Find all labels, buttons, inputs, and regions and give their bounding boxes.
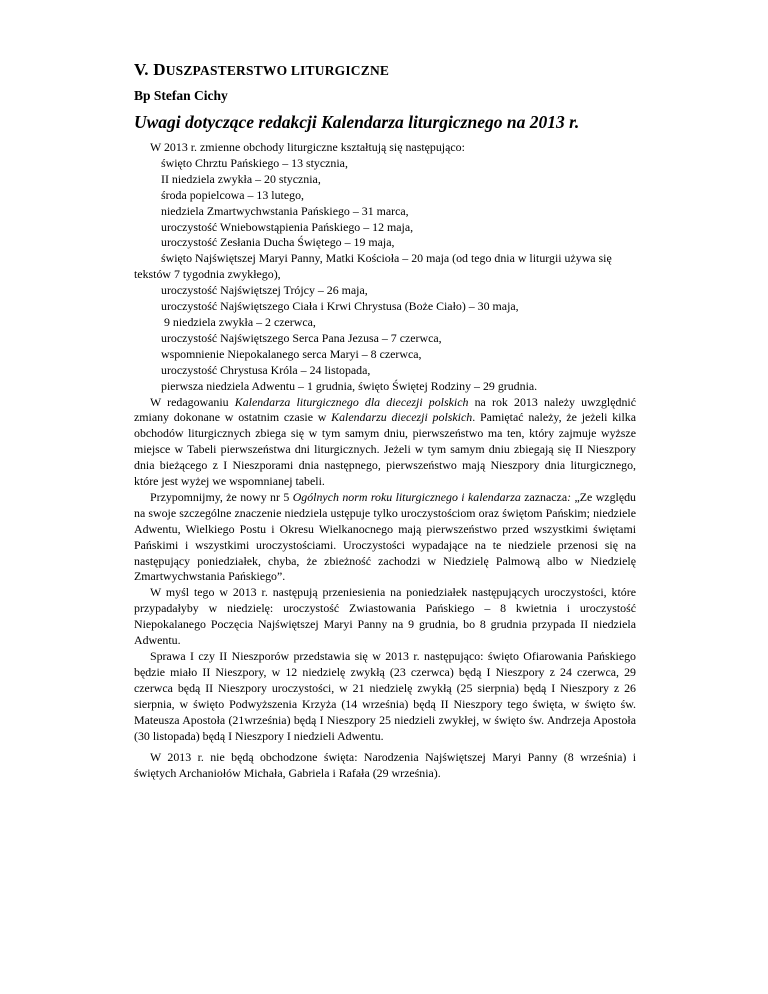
- list-item: II niedziela zwykła – 20 stycznia,: [161, 171, 321, 186]
- intro-paragraph: W 2013 r. zmienne obchody liturgiczne kształtują się następująco:: [150, 140, 465, 154]
- paragraph-norms: Przypomnijmy, że nowy nr 5 Ogólnych norm roku liturgicznego i kalendarza zaznacza: „Ze względu na swoje szczególne znaczenie niedziela ustępuje tylko uroczystościom oraz świętom Pańskim; niedziele Adwentu, Wielkiego Postu i Okresu Wielkanocnego mają pierwszeństwo przed wszystkimi świętami Pańskimi i wszystkimi uroczystościami. Uroczystości wypadające na te niedziele przenosi się na następujący poniedziałek, chyba, że zbieżność zachodzi w Niedzielę Palmową albo w Niedzielę Zmartwychwstania Pańskiego”.: [134, 489, 636, 584]
- list-item: święto Chrztu Pańskiego – 13 stycznia,: [161, 155, 348, 170]
- list-item: uroczystość Najświętszego Serca Pana Jezusa – 7 czerwca,: [161, 330, 442, 345]
- paragraph-redaction: W redagowaniu Kalendarza liturgicznego dla diecezji polskich na rok 2013 należy uwzględnić zmiany dokonane w ostatnim czasie w Kalendarzu diecezji polskich. Pamiętać należy, że jeżeli kilka obchodów liturgicznych zbiega się w tym samym dniu, pierwszeństwo ma ten, który zajmuje wyższe miejsce w Tabeli pierwszeństwa dni liturgicznych. Jeżeli w tym samym dniu zbiegają się II Nieszpory dnia bieżącego z I Nieszporami dnia następnego, pierwszeństwo mają Nieszpory dnia liturgicznego, które jest wyżej we wspomnianej tabeli.: [134, 394, 637, 489]
- list-item: święto Najświętszej Maryi Panny, Matki Kościoła – 20 maja (od tego dnia w liturgii używa się tekstów 7 tygodnia zwykłego),: [134, 251, 612, 282]
- calendar-title-italic: Kalendarza liturgicznego dla diecezji polskich: [234, 394, 469, 409]
- list-item: wspomnienie Niepokalanego serca Maryi – 8 czerwca,: [161, 346, 422, 361]
- list-item: uroczystość Wniebowstąpienia Pańskiego – 12 maja,: [161, 219, 414, 234]
- section-number: V.: [134, 60, 149, 79]
- list-item: uroczystość Chrystusa Króla – 24 listopada,: [161, 362, 371, 377]
- norms-title-italic: Ogólnych norm roku liturgicznego i kalendarza: [292, 489, 521, 504]
- list-item: niedziela Zmartwychwstania Pańskiego – 31 marca,: [161, 203, 409, 218]
- paragraph-omitted-feasts: W 2013 r. nie będą obchodzone święta: Narodzenia Najświętszej Maryi Panny (8 września) i świętych Archaniołów Michała, Gabriela i Rafała (29 września).: [134, 750, 636, 781]
- article-body: [134, 140, 636, 782]
- list-item: uroczystość Najświętszego Ciała i Krwi Chrystusa (Boże Ciało) – 30 maja,: [161, 299, 519, 314]
- paragraph-transfers: W myśl tego w 2013 r. następują przeniesienia na poniedziałek następujących uroczystości, które przypadałyby w niedzielę: uroczystość Zwiastowania Pańskiego – 8 kwietnia i uroczystość Niepokalanego Poczęcia Najświętszej Maryi Panny na 9 grudnia, bo 8 grudnia przypada II niedziela Adwentu.: [134, 585, 636, 648]
- section-first-letter: D: [153, 60, 166, 79]
- section-name: USZPASTERSTWO LITURGICZNE: [165, 63, 390, 78]
- list-item: uroczystość Zesłania Ducha Świętego – 19 maja,: [161, 235, 395, 250]
- paragraph-vespers: Sprawa I czy II Nieszporów przedstawia się w 2013 r. następująco: święto Ofiarowania Pańskiego będzie miało II Nieszpory, w 12 niedzielę zwykłą (23 czerwca) będą I Nieszpory z 24 czerwca, 29 czerwca będą II Nieszpory uroczystości, w 21 niedzielę zwykłą (25 sierpnia) będą I Nieszpory z 26 sierpnia, w święto Podwyższenia Krzyża (14 września) będą II Nieszpory tego święta, w święto św. Mateusza Apostoła (21września) będą I Nieszpory 25 niedzieli zwykłej, w święto św. Andrzeja Apostoła (30 listopada) będą I Nieszpory I niedzieli Adwentu.: [134, 649, 636, 743]
- list-item: uroczystość Najświętszej Trójcy – 26 maja,: [161, 283, 368, 298]
- list-item: pierwsza niedziela Adwentu – 1 grudnia, święto Świętej Rodziny – 29 grudnia.: [161, 378, 538, 393]
- section-heading: [134, 60, 636, 80]
- article-title: Uwagi dotyczące redakcji Kalendarza liturgicznego na 2013 r.: [134, 112, 580, 132]
- author-name: Bp Stefan Cichy: [134, 88, 228, 103]
- diocesan-calendar-italic: Kalendarzu diecezji polskich: [331, 410, 473, 425]
- document-page: [134, 60, 636, 782]
- list-item: środa popielcowa – 13 lutego,: [161, 187, 304, 202]
- list-item: 9 niedziela zwykła – 2 czerwca,: [164, 314, 316, 329]
